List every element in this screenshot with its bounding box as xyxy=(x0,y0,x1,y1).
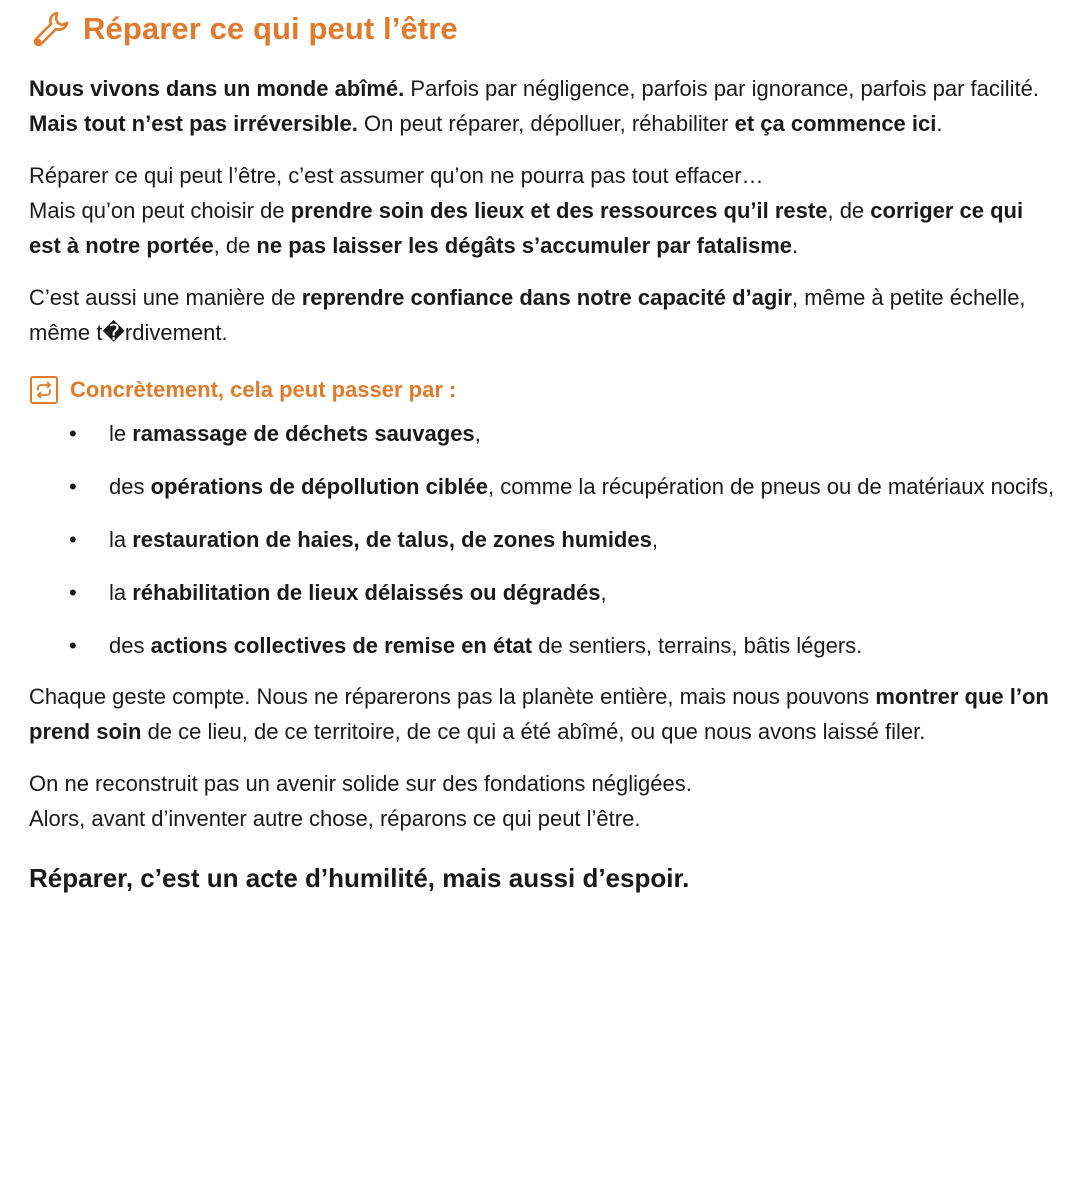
intro-bold-2: Mais tout n’est pas irréversible. xyxy=(29,111,358,136)
bold-span: réhabilitation de lieux délaissés ou dégradés xyxy=(132,580,601,605)
concrete-heading-row xyxy=(29,372,1059,408)
paragraph-fondations xyxy=(29,766,1059,836)
text-span: , xyxy=(600,580,607,605)
text-span: des xyxy=(109,633,151,658)
text-span: , comme la récupération de pneus ou de matériaux nocifs, xyxy=(487,474,1055,499)
intro-end: . xyxy=(936,111,943,136)
text-span: C’est aussi une manière de xyxy=(29,285,302,310)
text-span: Chaque geste compte. Nous ne réparerons pas la planète entière, mais nous pouvons xyxy=(29,684,876,709)
bold-span: restauration de haies, de talus, de zones humides xyxy=(132,527,652,552)
text-span: , xyxy=(651,527,658,552)
text-span: de sentiers, terrains, bâtis légers. xyxy=(532,633,863,658)
page-title: Réparer ce qui peut l’être xyxy=(83,11,458,46)
bold-span: ne pas laisser les dégâts s’accumuler par fatalisme xyxy=(256,233,793,258)
text-span: , même à petite échelle, même t�rdivement. xyxy=(29,285,1026,345)
text-span: On ne reconstruit pas un avenir solide sur des fondations négligées. xyxy=(29,771,692,796)
paragraph-assumer-line1: Réparer ce qui peut l’être, c’est assumer qu’on ne pourra pas tout effacer… xyxy=(29,163,764,188)
list-item xyxy=(29,522,1059,557)
text-span: , de xyxy=(213,233,257,258)
concrete-heading: Concrètement, cela peut passer par : xyxy=(70,377,457,402)
document-page xyxy=(29,0,1059,898)
bullet: • xyxy=(69,474,77,499)
text-span: de ce lieu, de ce territoire, de ce qui a été abîmé, ou que nous avons laissé filer. xyxy=(141,719,926,744)
text-span: Alors, avant d’inventer autre chose, réparons ce qui peut l’être. xyxy=(29,806,641,831)
list-item xyxy=(29,628,1059,663)
bullet: • xyxy=(69,580,77,605)
bullet: • xyxy=(69,527,77,552)
bold-span: ramassage de déchets sauvages xyxy=(132,421,475,446)
bold-span: montrer que l’on prend soin xyxy=(29,684,1049,744)
bold-span: opérations de dépollution ciblée xyxy=(150,474,488,499)
text-span: , xyxy=(474,421,481,446)
bold-span: prendre soin des lieux et des ressources qu’il reste xyxy=(290,198,828,223)
repeat-icon xyxy=(29,375,59,405)
text-span: la xyxy=(109,527,133,552)
intro-bold: Nous vivons dans un monde abîmé. xyxy=(29,76,405,101)
closing-statement: Réparer, c’est un acte d’humilité, mais aussi d’espoir. xyxy=(29,863,690,893)
text-span: la xyxy=(109,580,133,605)
intro-paragraph xyxy=(29,71,1059,141)
intro-text-2: On peut réparer, dépolluer, réhabiliter xyxy=(357,111,735,136)
text-span: le xyxy=(109,421,133,446)
list-item xyxy=(29,575,1059,610)
bullet: • xyxy=(69,421,77,446)
text-span: Mais qu’on peut choisir de xyxy=(29,198,291,223)
list-item xyxy=(29,469,1059,504)
actions-list xyxy=(29,416,1059,663)
intro-text: Parfois par négligence, parfois par ignorance, parfois par facilité. xyxy=(404,76,1039,101)
bold-span: reprendre confiance dans notre capacité d’agir xyxy=(301,285,792,310)
paragraph-geste xyxy=(29,679,1059,749)
title-row xyxy=(29,2,1059,56)
paragraph-assumer xyxy=(29,158,1059,263)
text-span: . xyxy=(792,233,799,258)
intro-bold-3: et ça commence ici xyxy=(734,111,937,136)
paragraph-confiance xyxy=(29,280,1059,350)
text-span: des xyxy=(109,474,151,499)
bullet: • xyxy=(69,633,77,658)
wrench-icon xyxy=(29,8,71,50)
text-span: , de xyxy=(827,198,871,223)
bold-span: actions collectives de remise en état xyxy=(150,633,533,658)
list-item xyxy=(29,416,1059,451)
bold-span: corriger ce qui est à notre portée xyxy=(29,198,1024,258)
